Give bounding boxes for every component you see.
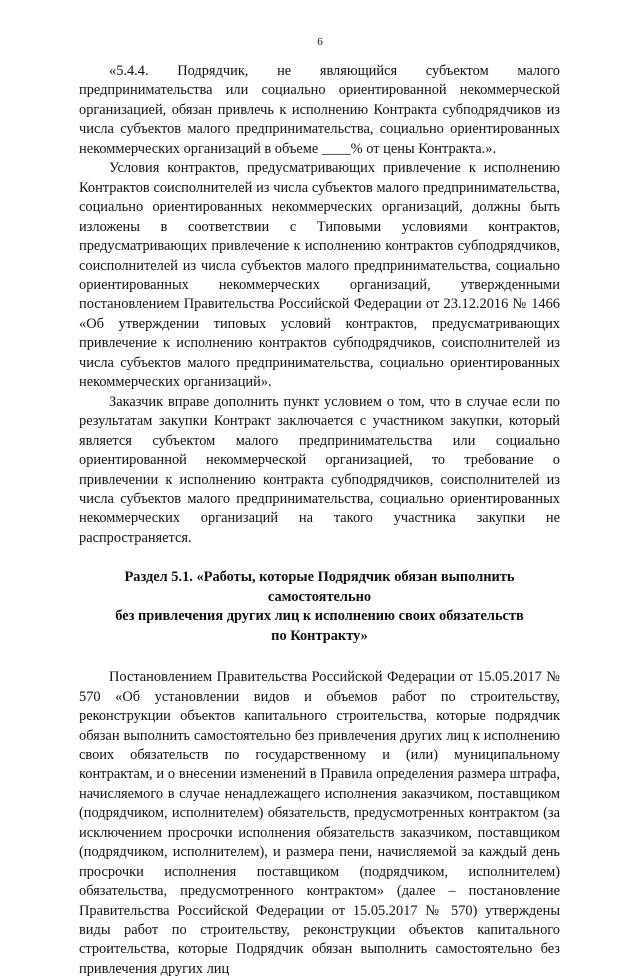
- section-title-line-2: без привлечения других лиц к исполнению своих обязательств: [115, 608, 524, 625]
- section-title-line-1: Раздел 5.1. «Работы, которые Подрядчик обязан выполнить самостоятельно: [124, 569, 515, 605]
- page-content: [79, 62, 560, 979]
- paragraph-resolution-570: Постановлением Правительства Российской Федерации от 15.05.2017 № 570 «Об установлении видов и объемов работ по строительству, реконструкции объектов капитального строительства, которые подрядчик обязан выполнить самостоятельно без привлечения других лиц к исполнению своих обязательств по государственному и (или) муниципальному контрактам, и о внесении изменений в Правила определения размера штрафа, начисляемого в случае ненадлежащего исполнения заказчиком, поставщиком (подрядчиком, исполнителем) обязательств, предусмотренных контрактом (за исключением просрочки исполнения обязательств заказчиком, поставщиком (подрядчиком, исполнителем), и размера пени, начисляемой за каждый день просрочки исполнения поставщиком (подрядчиком, исполнителем) обязательства, предусмотренного контрактом» (далее – постановление Правительства Российской Федерации от 15.05.2017 № 570) утверждены виды работ по строительству, реконструкции объектов капитального строительства, которые Подрядчик обязан выполнить самостоятельно без привлечения других лиц: [79, 669, 560, 977]
- paragraph-clause-5-4-4: «5.4.4. Подрядчик, не являющийся субъектом малого предпринимательства или социально ориентированной некоммерческой организацией, обязан привлечь к исполнению Контракта субподрядчиков из числа субъектов малого предпринимательства, социально ориентированных некоммерческих организаций в объеме ____% от цены Контракта.».: [79, 63, 560, 157]
- section-spacer: [79, 646, 560, 668]
- section-title-line-3: по Контракту»: [271, 627, 368, 644]
- section-title: [79, 568, 560, 646]
- paragraph-contract-conditions: Условия контрактов, предусматривающих привлечение к исполнению Контрактов соисполнителей из числа субъектов малого предпринимательства, социально ориентированных некоммерческих организаций, должны быть изложены в соответствии с Типовыми условиями контрактов, предусматривающих привлечение к исполнению контрактов субподрядчиков, соисполнителей из числа субъектов малого предпринимательства, социально ориентированных некоммерческих организаций, утвержденными постановлением Правительства Российской Федерации от 23.12.2016 № 1466 «Об утверждении типовых условий контрактов, предусматривающих привлечение к исполнению контрактов субподрядчиков, соисполнителей из числа субъектов малого предпринимательства, социально ориентированных некоммерческих организаций».: [79, 160, 560, 391]
- page-number: 6: [317, 36, 323, 48]
- paragraph-customer-right: Заказчик вправе дополнить пункт условием о том, что в случае если по результатам закупки Контракт заключается с участником закупки, который является субъектом малого предпринимательства или социально ориентированной некоммерческой организацией, то требование о привлечении к исполнению контракта субподрядчиков, соисполнителей из числа субъектов малого предпринимательства, социально ориентированных некоммерческих организаций на такого участника закупки не распространяется.: [79, 393, 560, 546]
